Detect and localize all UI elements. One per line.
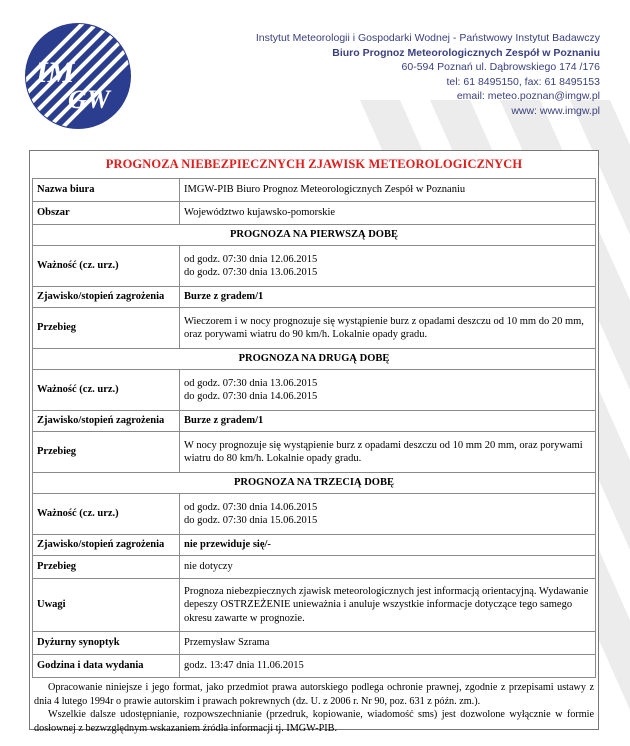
day3-phenomenon-value: nie przewiduje się/-: [180, 535, 596, 556]
institute-name: Instytut Meteorologii i Gospodarki Wodnej - Państwowy Instytut Badawczy: [255, 32, 600, 44]
day2-validity-label: Ważność (cz. urz.): [33, 370, 180, 411]
contact-block: [256, 31, 600, 119]
logo-text-bottom: GW: [68, 85, 110, 114]
office-value: IMGW-PIB Biuro Prognoz Meteorologicznych Zespół w Poznaniu: [180, 179, 596, 202]
day2-course-value: W nocy prognozuje się wystąpienie burz z opadami deszczu od 10 mm 20 mm, oraz porywami wiatru do 80 km/h. Lokalnie opady gradu.: [180, 432, 596, 473]
distribution-paragraph: Wszelkie dalsze udostępnianie, rozpowszechnianie (przedruk, kopiowanie, wiadomość sms) jest dozwolone wyłącznie w formie dosłownej z bezwzględnym wskazaniem źródła informacji tj. IMGW-PIB.: [34, 709, 594, 734]
synoptic-value: Przemysław Szrama: [180, 632, 596, 655]
forecast-table: [32, 178, 596, 678]
document-title: PROGNOZA NIEBEZPIECZNYCH ZJAWISK METEOROLOGICZNYCH: [105, 157, 523, 171]
day2-course-label: Przebieg: [33, 432, 180, 473]
table-row: [33, 246, 596, 287]
day1-validity-to: do godz. 07:30 dnia 13.06.2015: [184, 267, 318, 278]
address: 60-594 Poznań ul. Dąbrowskiego 174 /176: [401, 61, 600, 74]
day2-validity-to: do godz. 07:30 dnia 14.06.2015: [184, 391, 318, 402]
issued-value: godz. 13:47 dnia 11.06.2015: [180, 655, 596, 678]
logo-text-top: IM: [36, 56, 75, 89]
table-row: [33, 473, 596, 494]
area-value: Województwo kujawsko-pomorskie: [180, 202, 596, 225]
remarks-label: Uwagi: [33, 579, 180, 632]
table-row: [33, 225, 596, 246]
table-row: [33, 556, 596, 579]
day3-validity-value: [180, 494, 596, 535]
office-label: Nazwa biura: [33, 179, 180, 202]
area-label: Obszar: [33, 202, 180, 225]
synoptic-label: Dyżurny synoptyk: [33, 632, 180, 655]
phone-fax: tel: 61 8495150, fax: 61 8495153: [446, 75, 600, 88]
table-row: [33, 432, 596, 473]
table-row: [33, 202, 596, 225]
table-row: [33, 287, 596, 308]
day2-validity-from: od godz. 07:30 dnia 13.06.2015: [184, 377, 318, 389]
day3-phenomenon-label: Zjawisko/stopień zagrożenia: [33, 535, 180, 556]
day3-heading: PROGNOZA NA TRZECIĄ DOBĘ: [33, 473, 596, 494]
office-name: Biuro Prognoz Meteorologicznych Zespół w Poznaniu: [332, 46, 600, 59]
day3-validity-from: od godz. 07:30 dnia 14.06.2015: [184, 501, 318, 513]
table-row: [33, 308, 596, 349]
table-row: [33, 494, 596, 535]
day3-validity-to: do godz. 07:30 dnia 15.06.2015: [184, 515, 318, 526]
day1-validity-label: Ważność (cz. urz.): [33, 246, 180, 287]
day1-course-value: Wieczorem i w nocy prognozuje się wystąpienie burz z opadami deszczu od 10 mm do 20 mm, oraz porywami wiatru do 90 km/h. Lokalnie opady gradu.: [180, 308, 596, 349]
table-row: [33, 579, 596, 632]
day2-validity-value: [180, 370, 596, 411]
day1-validity-from: od godz. 07:30 dnia 12.06.2015: [184, 253, 318, 265]
day3-validity-label: Ważność (cz. urz.): [33, 494, 180, 535]
day1-heading: PROGNOZA NA PIERWSZĄ DOBĘ: [33, 225, 596, 246]
table-row: [33, 411, 596, 432]
day3-course-value: nie dotyczy: [180, 556, 596, 579]
day1-phenomenon-label: Zjawisko/stopień zagrożenia: [33, 287, 180, 308]
day1-validity-value: [180, 246, 596, 287]
copyright-paragraph: Opracowanie niniejsze i jego format, jako przedmiot prawa autorskiego podlega ochronie prawnej, zgodnie z przepisami ustawy z dnia 4 lutego 1994r o prawie autorskim i prawach pokrewnych (dz. U. z 2006 r. Nr 90, poz. 631 z późn. zm.).: [34, 682, 594, 707]
day1-phenomenon-value: Burze z gradem/1: [180, 287, 596, 308]
copyright-notice: [32, 678, 596, 735]
imgw-logo-icon: [24, 22, 132, 130]
day2-phenomenon-label: Zjawisko/stopień zagrożenia: [33, 411, 180, 432]
day2-phenomenon-value: Burze z gradem/1: [180, 411, 596, 432]
letterhead: [0, 0, 630, 140]
remarks-value: Prognoza niebezpiecznych zjawisk meteorologicznych jest informacją orientacyjną. Wydawanie depeszy OSTRZEŻENIE unieważnia i anuluje wszystkie informacje dotyczące tego samego okresu zawarte w prognozie.: [180, 579, 596, 632]
forecast-document: [29, 150, 599, 734]
table-row: [33, 632, 596, 655]
website: www: www.imgw.pl: [511, 104, 600, 117]
table-row: [33, 535, 596, 556]
issued-label: Godzina i data wydania: [33, 655, 180, 678]
day2-heading: PROGNOZA NA DRUGĄ DOBĘ: [33, 349, 596, 370]
email: email: meteo.poznan@imgw.pl: [456, 90, 600, 103]
table-row: [33, 349, 596, 370]
day3-course-label: Przebieg: [33, 556, 180, 579]
table-row: [33, 655, 596, 678]
table-row: [33, 370, 596, 411]
day1-course-label: Przebieg: [33, 308, 180, 349]
table-row: [33, 179, 596, 202]
